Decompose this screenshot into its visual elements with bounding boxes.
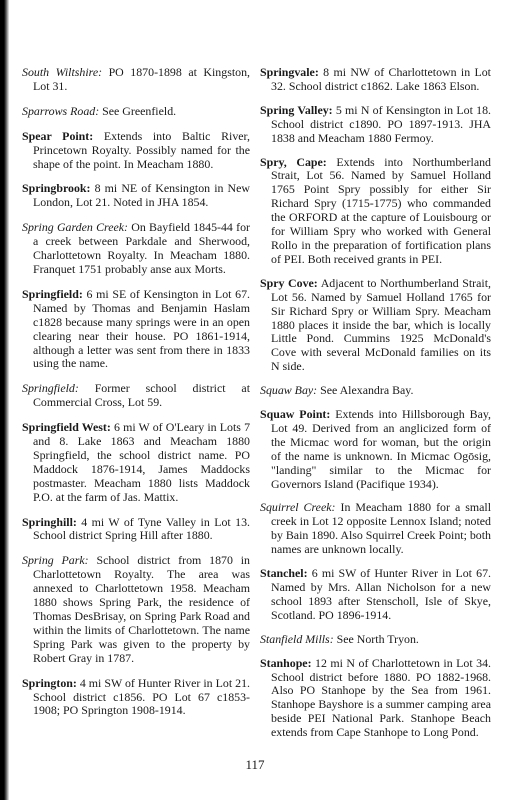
entry-text: 8 mi NW of Charlottetown in Lot 32. School district c1862. Lake 1863 Elson. <box>271 65 491 93</box>
entry-headword: Springfield West: <box>22 420 111 435</box>
entry-headword: Sparrows Road: <box>22 103 100 118</box>
entry-text: Extends into Baltic River, Princetown Royalty. Possibly named for the shape of the point. In Meacham 1880. <box>33 128 251 171</box>
entry-headword: Spring Valley: <box>260 102 333 117</box>
entry-headword: Stanhope: <box>260 655 312 670</box>
right-column <box>260 66 491 750</box>
gazetteer-entry <box>260 66 491 94</box>
gazetteer-entry <box>22 66 250 94</box>
gazetteer-entry <box>22 516 250 544</box>
entry-text: Extends into Hillsborough Bay, Lot 49. Derived from an anglicized form of the Micmac word for woman, but the origin of the name is unknown. In Micmac Ogōsig, "landing" similar to the Micmac for Governors Island (Pacifique 1934). <box>271 407 492 491</box>
entry-headword: Springton: <box>22 675 77 690</box>
gazetteer-entry <box>22 554 250 665</box>
gazetteer-entry <box>260 104 491 146</box>
entry-text: See North Tryon. <box>333 631 419 646</box>
gazetteer-entry <box>260 567 491 623</box>
gazetteer-entry <box>260 657 491 740</box>
entry-text: 6 mi SW of Hunter River in Lot 67. Named by Mrs. Allan Nicholson for a new school 1893 after Stenscholl, Isle of Skye, Scotland. PO 1896-1914. <box>271 566 491 622</box>
gazetteer-entry <box>260 633 491 647</box>
entry-text: PO 1870-1898 at Kingston, Lot 31. <box>33 65 250 93</box>
entry-text: 6 mi SE of Kensington in Lot 67. Named by Thomas and Benjamin Haslam c1828 because many springs were in an open clearing near their house. PO 1861-1914, although a letter was sent from there in 1833 using the name. <box>33 286 250 371</box>
entry-headword: Spry, Cape: <box>260 154 327 169</box>
entry-text: Adjacent to Northumberland Strait, Lot 56. Named by Samuel Holland 1765 for Sir Richard Spry or William Spry. Meacham 1880 places it inside the bar, which is locally Little Pond. Cummins 1925 McDonald's Cove with several McDonald families on its N side. <box>271 275 491 374</box>
gazetteer-entry <box>22 130 250 172</box>
entry-text: 4 mi SW of Hunter River in Lot 21. School district c1856. PO Lot 67 c1853-1908; PO Springton 1908-1914. <box>33 675 250 718</box>
gazetteer-entry <box>22 105 250 119</box>
entry-text: Extends into Northumberland Strait, Lot 56. Named by Samuel Holland 1765 Point Spry possibly for either Sir Richard Spry (1715-1775) who commanded the ORFORD at the capture of Louisbourg or for William Spry who worked with General Rollo in the preparation of fortification plans of PEI. Both received grants in PEI. <box>271 154 491 266</box>
entry-headword: Squaw Point: <box>260 407 331 422</box>
entry-headword: Springvale: <box>260 65 319 79</box>
left-column <box>22 66 250 729</box>
gazetteer-entry <box>22 288 250 371</box>
entry-text: In Meacham 1880 for a small creek in Lot 12 opposite Lennox Island; noted by Bain 1890. Also Squirrel Creek Point; both names are unknown locally. <box>271 500 491 557</box>
entry-headword: Squirrel Creek: <box>260 500 336 515</box>
gazetteer-entry <box>260 384 491 398</box>
gazetteer-entry <box>260 408 491 491</box>
entry-headword: South Wiltshire: <box>22 65 103 79</box>
gazetteer-entry <box>22 677 250 719</box>
gazetteer-entry <box>260 156 491 267</box>
entry-text: 8 mi NE of Kensington in New London, Lot 21. Noted in JHA 1854. <box>33 181 250 210</box>
entry-text: Former school district at Commercial Cross, Lot 59. <box>33 381 250 410</box>
page-number: 117 <box>245 757 265 772</box>
gazetteer-entry <box>22 421 250 504</box>
gazetteer-entry <box>22 182 250 210</box>
gazetteer-entry <box>260 277 491 374</box>
entry-text: 12 mi N of Charlottetown in Lot 34. School district before 1880. PO 1882-1968. Also PO Stanhope by the Sea from 1961. Stanhope Bayshore is a summer camping area beside PEI National Park. Stanhope Beach extends from Cape Stanhope to Long Pond. <box>271 655 491 740</box>
entry-headword: Stanfield Mills: <box>260 631 334 646</box>
entry-text: 6 mi W of O'Leary in Lots 7 and 8. Lake 1863 and Meacham 1880 Springfield, the school district name. PO Maddock 1876-1914, James Maddocks postmaster. Meacham 1880 lists Maddock P.O. at the farm of Jas. Mattix. <box>33 420 251 504</box>
entry-headword: Spear Point: <box>22 128 94 143</box>
gazetteer-entry <box>22 221 250 277</box>
entry-text: School district from 1870 in Charlottetown Royalty. The area was annexed to Charlottetown 1958. Meacham 1880 shows Spring Park, the residence of Thomas DesBrisay, on Spring Park Road and within the limits of Charlottetown. The name Spring Park was given to the property by Robert Gray in 1787. <box>33 553 250 665</box>
entry-headword: Springhill: <box>22 514 77 529</box>
gazetteer-entry <box>260 501 491 557</box>
gazetteer-entry <box>22 382 250 410</box>
entry-headword: Spring Garden Creek: <box>22 220 129 235</box>
entry-text: On Bayfield 1845-44 for a creek between Parkdale and Sherwood, Charlottetown Royalty. In Meacham 1880. Franquet 1751 probably anse aux Morts. <box>33 220 250 276</box>
entry-text: 4 mi W of Tyne Valley in Lot 13. School district Spring Hill after 1880. <box>33 514 250 543</box>
entry-headword: Spring Park: <box>22 553 89 568</box>
entry-headword: Stanchel: <box>260 566 308 581</box>
entry-headword: Spry Cove: <box>260 275 318 290</box>
entry-text: See Alexandra Bay. <box>317 383 414 398</box>
entry-headword: Springfield: <box>22 381 79 396</box>
entry-headword: Springbrook: <box>22 181 91 196</box>
entry-text: See Greenfield. <box>99 103 177 118</box>
entry-headword: Springfield: <box>22 286 83 301</box>
scan-edge <box>0 0 9 800</box>
entry-headword: Squaw Bay: <box>260 383 318 398</box>
entry-text: 5 mi N of Kensington in Lot 18. School district c1890. PO 1897-1913. JHA 1838 and Meacham 1880 Fermoy. <box>271 102 491 145</box>
